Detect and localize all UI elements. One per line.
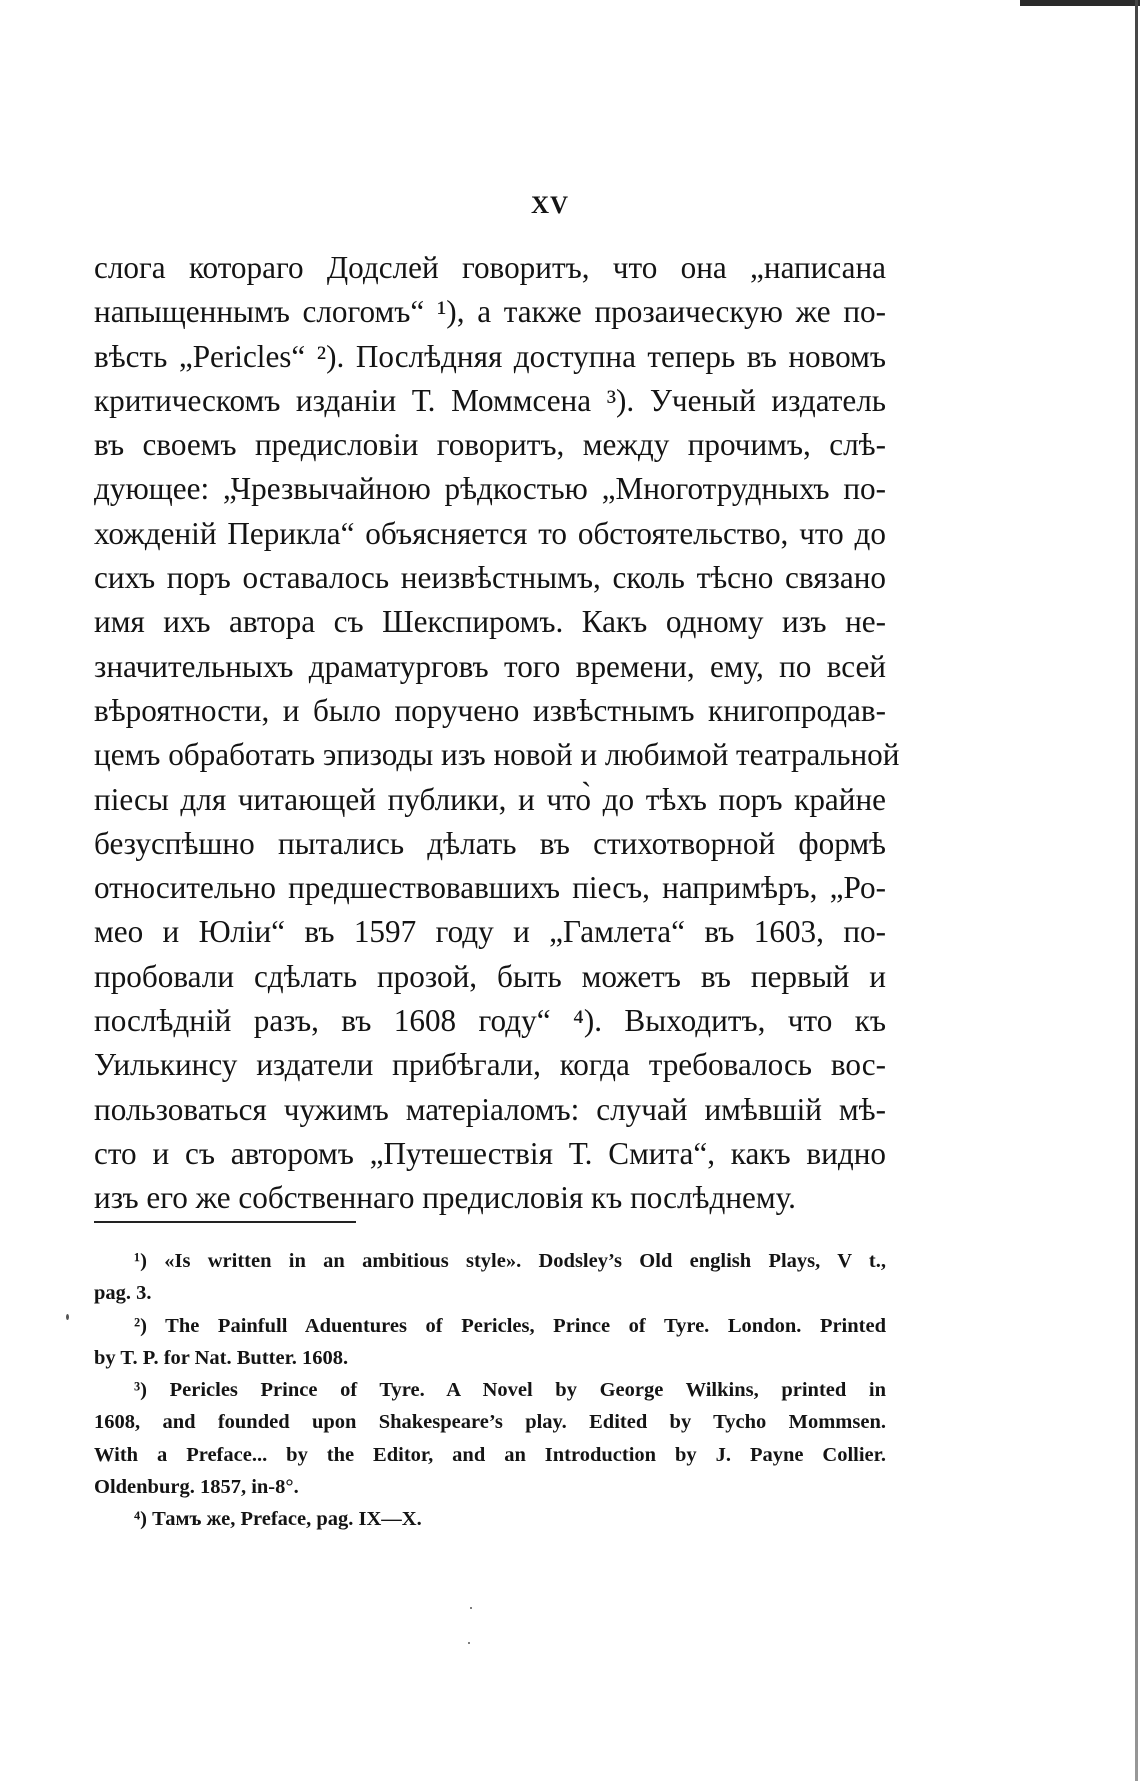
footnote-1 [94,1245,886,1310]
footnote-line: by T. P. for Nat. Butter. 1608. [94,1346,349,1369]
body-line: относительно предшествовавшихъ піесъ, напримѣръ, „Ро- [94,870,886,906]
body-line: мео и Юліи“ въ 1597 году и „Гамлета“ въ 1603, по- [94,914,886,950]
footnote-3 [94,1374,886,1503]
body-line: въ своемъ предисловіи говоритъ, между прочимъ, слѣ- [94,427,886,463]
body-line: вѣроятности, и было поручено извѣстнымъ книгопродав- [94,692,886,728]
body-line: слога котораго Додслей говоритъ, что она „написана [94,250,886,285]
body-line: хожденій Перикла“ объясняется то обстоятельство, что до [94,515,886,551]
scan-edge-right [1135,0,1138,1781]
footnote-line: Oldenburg. 1857, in-8°. [94,1476,299,1499]
body-line: напыщеннымъ слогомъ“ ¹), а также прозаическую же по- [94,294,886,330]
footnote-2 [94,1310,886,1375]
body-line: цемъ обработать эпизоды изъ новой и любимой театральной [94,737,900,773]
scan-speck [470,1607,472,1609]
footnote-line: ³) Pericles Prince of Tyre. A Novel by George Wilkins, printed in [134,1379,886,1402]
footnote-line: pag. 3. [94,1282,152,1305]
body-line: сто и съ авторомъ „Путешествія Т. Смита“, какъ видно [94,1135,886,1171]
body-line: вѣсть „Pericles“ ²). Послѣдняя доступна теперь въ новомъ [94,338,886,374]
footnote-divider [94,1221,356,1223]
body-line: послѣдній разъ, въ 1608 году“ ⁴). Выходитъ, что къ [94,1003,886,1039]
body-line: сихъ поръ оставалось неизвѣстнымъ, сколь тѣсно связано [94,560,886,596]
footnote-line: ⁴) Тамъ же, Preface, pag. IX—X. [134,1508,422,1531]
body-line: имя ихъ автора съ Шекспиромъ. Какъ одному изъ не- [94,604,886,640]
body-line: значительныхъ драматурговъ того времени, ему, по всей [94,648,886,684]
body-line: критическомъ изданіи Т. Моммсена ³). Ученый издатель [94,382,886,418]
scan-edge-top [1020,0,1140,6]
footnotes [94,1245,886,1536]
footnote-line: With a Preface... by the Editor, and an Introduction by J. Payne Collier. [94,1443,886,1466]
body-line: безуспѣшно пытались дѣлать въ стихотворной формѣ [94,825,886,861]
page-number: XV [530,192,570,219]
footnote-line: 1608, and founded upon Shakespeare’s play. Edited by Tycho Mommsen. [94,1411,886,1434]
footnote-line: ²) The Painfull Aduentures of Pericles, Prince of Tyre. London. Printed [134,1314,886,1337]
body-line: пользоваться чужимъ матеріаломъ: случай имѣвшій мѣ- [94,1091,886,1127]
scan-speck [468,1642,470,1644]
body-text [94,246,900,1221]
body-line: піесы для читающей публики, и что̀ до тѣхъ поръ крайне [94,781,886,817]
footnote-4 [94,1503,886,1535]
footnote-line: ¹) «Is written in an ambitious style». Dodsley’s Old english Plays, V t., [134,1250,886,1272]
body-line: Уилькинсу издатели прибѣгали, когда требовалось вос- [94,1047,886,1083]
body-line: изъ его же собственнаго предисловія къ послѣднему. [94,1180,796,1216]
scan-speck [66,1314,69,1320]
body-line: дующее: „Чрезвычайною рѣдкостью „Многотрудныхъ по- [94,471,886,507]
body-line: пробовали сдѣлать прозой, быть можетъ въ первый и [94,958,886,994]
